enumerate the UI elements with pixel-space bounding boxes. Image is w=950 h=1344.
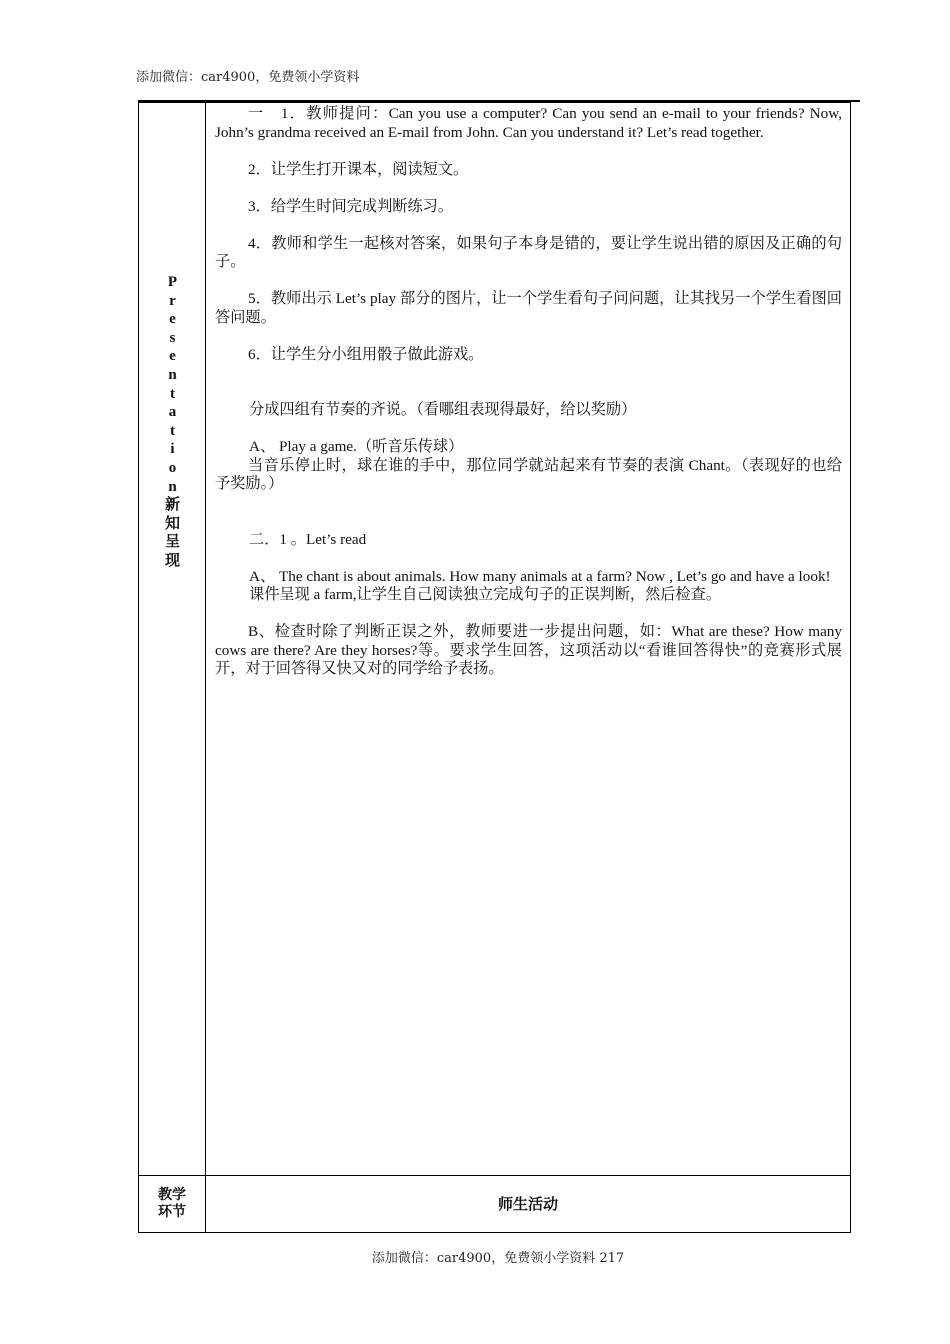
stage-letter: a [168,404,177,421]
stage-letter: e [169,348,176,365]
label-line: 教学 [158,1187,186,1203]
stage-cn-char: 知 [164,515,180,532]
stage-label [139,273,206,571]
paragraph: 当音乐停止时，球在谁的手中，那位同学就站起来有节奏的表演 Chant。（表现好的也给予奖励。） [215,456,842,492]
label-line: 环节 [158,1204,186,1220]
stage-letter: s [169,329,176,346]
paragraph: 分成四组有节奏的齐说。（看哪组表现得最好，给以奖励） [249,401,637,418]
paragraph: A、 The chant is about animals. How many animals at a farm? Now , Let’s go and have a look! [249,567,831,585]
teacher-student-activity-label: 师生活动 [497,1195,558,1213]
table-footer-row [139,1175,850,1232]
page-footer: 添加微信：car4900，免费领小学资料 217 [371,1251,625,1266]
stage-letter: o [168,459,177,476]
stage-letter: e [169,311,176,328]
paragraph: 6．让学生分小组用骰子做此游戏。 [248,345,484,363]
stage-letter: n [168,478,177,495]
stage-cn-char: 呈 [164,534,180,551]
stage-letter: t [170,422,175,439]
stage-letter: i [170,441,175,458]
paragraph: 4．教师和学生一起核对答案，如果句子本身是错的，要让学生说出错的原因及正确的句子。 [215,234,842,270]
stage-letter: t [170,385,175,402]
stage-cn-char: 新 [164,497,180,514]
paragraph: A、 Play a game.（听音乐传球） [249,438,464,455]
paragraph: B、检查时除了判断正误之外，教师要进一步提出问题，如：What are these? How many cows are there? Are they horses?等。要求学生回答，这项活动以“看谁回答得快”的竞赛形式展开，对于回答得又快又对的同学给予表扬。 [215,623,842,677]
lesson-table [138,102,851,1233]
teaching-stage-label [139,1176,206,1232]
stage-letter: r [169,292,176,309]
paragraph: 一 1．教师提问：Can you use a computer? Can you send an e-mail to your friends? Now, John’s grandma received an E-mail from John. Can you understand it? Let’s read together. [215,105,842,141]
stage-letter: n [168,366,177,383]
header-note: 添加微信：car4900，免费领小学资料 [136,70,360,85]
paragraph: 二．1 。Let’s read [249,530,367,548]
paragraph: 课件呈现 a farm,让学生自己阅读独立完成句子的正误判断，然后检查。 [249,586,722,603]
paragraph: 2．让学生打开课本，阅读短文。 [248,160,469,178]
paragraph: 5．教师出示 Let’s play 部分的图片，让一个学生看句子问问题，让其找另一个学生看图回答问题。 [215,290,842,326]
stage-letter: P [167,274,178,290]
paragraph: 3．给学生时间完成判断练习。 [248,197,454,215]
activity-content [206,103,850,1175]
stage-column [139,103,206,1175]
stage-cn-char: 现 [164,552,180,569]
